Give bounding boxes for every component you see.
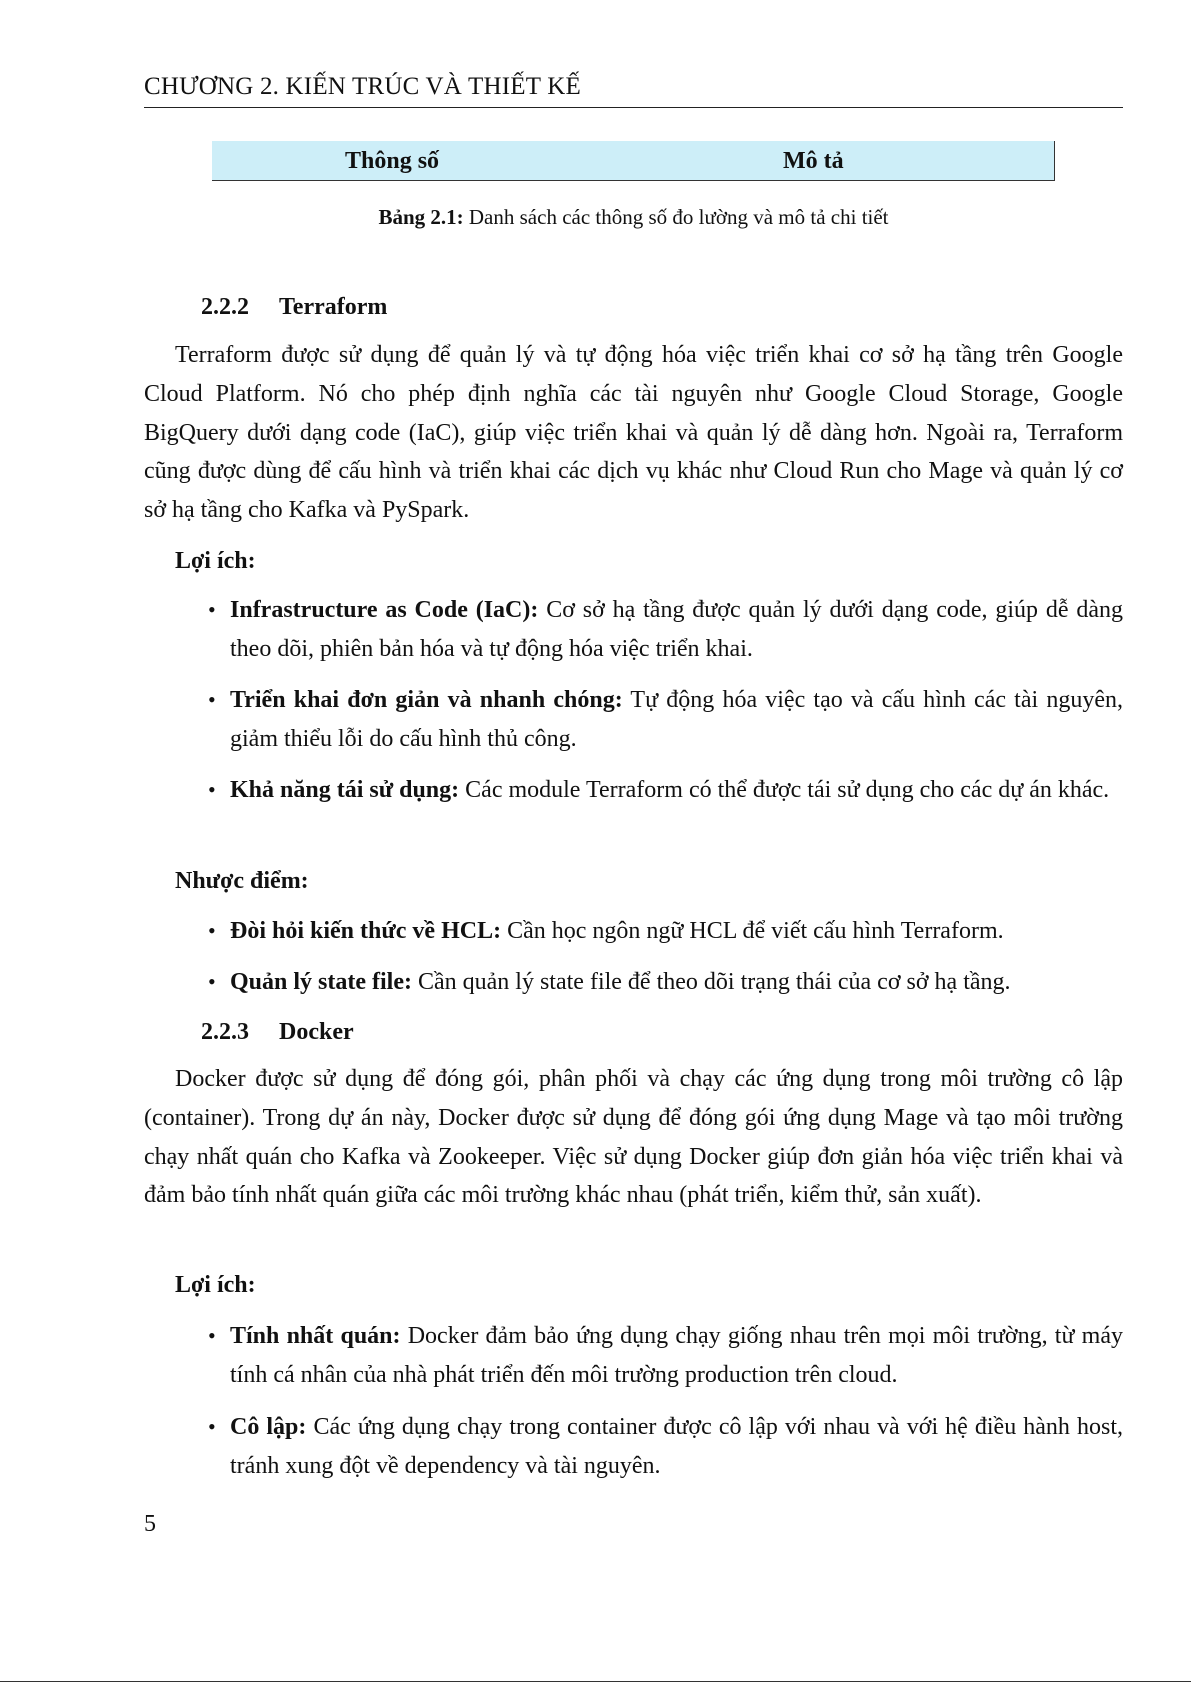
list-item-term: Tính nhất quán:: [230, 1323, 401, 1349]
page-bottom-rule: [0, 1681, 1191, 1682]
caption-text: Danh sách các thông số đo lường và mô tả chi tiết: [463, 205, 889, 229]
docker-intro-paragraph: [144, 1060, 1123, 1215]
list-item-term: Đòi hỏi kiến thức về HCL:: [230, 918, 502, 944]
subsection-heading-terraform: [201, 290, 387, 324]
list-item: [208, 1317, 1124, 1395]
table-caption: [144, 202, 1123, 232]
list-item-term: Khả năng tái sử dụng:: [230, 777, 460, 803]
list-item-desc: Các module Terraform có thể được tái sử dụng cho các dự án khác.: [459, 777, 1110, 803]
list-item: [208, 912, 1123, 951]
bullet-icon: •: [208, 1323, 216, 1348]
caption-label: Bảng 2.1:: [378, 205, 464, 229]
list-item-desc: Docker đảm bảo ứng dụng chạy giống nhau trên mọi môi trường, từ máy tính cá nhân của nhà phát triển đến môi trường production trên cloud.: [230, 1323, 1124, 1388]
header-rule: [144, 107, 1123, 108]
table-header-cell: Thông số: [345, 148, 440, 174]
drawbacks-label: Nhược điểm:: [175, 868, 309, 894]
subsection-title: Docker: [279, 1019, 354, 1045]
paragraph-text: Terraform được sử dụng để quản lý và tự động hóa việc triển khai cơ sở hạ tầng trên Google Cloud Platform. Nó cho phép định nghĩa các tài nguyên như Google Cloud Storage, Google BigQuery dưới dạng code (IaC), giúp việc triển khai và quản lý dễ dàng hơn. Ngoài ra, Terraform cũng được dùng để cấu hình và triển khai các dịch vụ khác như Cloud Run cho Mage và quản lý cơ sở hạ tầng cho Kafka và PySpark.: [144, 342, 1123, 524]
terraform-intro-paragraph: [144, 336, 1123, 530]
paragraph-text: Docker được sử dụng để đóng gói, phân phối và chạy các ứng dụng trong môi trường cô lập (container). Trong dự án này, Docker được sử dụng để đóng gói ứng dụng Mage và tạo môi trường chạy nhất quán cho Kafka và Zookeeper. Việc sử dụng Docker giúp đơn giản hóa việc triển khai và đảm bảo tính nhất quán giữa các môi trường khác nhau (phát triển, kiểm thử, sản xuất).: [144, 1066, 1123, 1209]
subsection-heading-docker: [201, 1015, 354, 1049]
list-item: [208, 771, 1123, 810]
list-item-desc: Các ứng dụng chạy trong container được cô lập với nhau và với hệ điều hành host, tránh xung đột về dependency và tài nguyên.: [230, 1414, 1123, 1479]
list-item-desc: Cơ sở hạ tầng được quản lý dưới dạng code, giúp dễ dàng theo dõi, phiên bản hóa và tự động hóa việc triển khai.: [230, 597, 1123, 662]
subsection-number: 2.2.3: [201, 1019, 249, 1045]
parameters-table-header: [212, 141, 1055, 181]
list-item: [208, 591, 1123, 669]
subsection-number: 2.2.2: [201, 294, 249, 320]
list-item-term: Cô lập:: [230, 1414, 307, 1440]
bullet-icon: •: [208, 969, 216, 994]
list-item-term: Infrastructure as Code (IaC):: [230, 597, 539, 623]
table-header-cell: Mô tả: [783, 148, 844, 174]
subsection-title: Terraform: [279, 294, 388, 320]
bullet-icon: •: [208, 918, 216, 943]
bullet-icon: •: [208, 687, 216, 712]
running-header: CHƯƠNG 2. KIẾN TRÚC VÀ THIẾT KẾ: [144, 73, 581, 100]
benefits-label: Lợi ích:: [175, 1272, 256, 1298]
list-item-desc: Cần học ngôn ngữ HCL để viết cấu hình Terraform.: [501, 918, 1004, 944]
list-item: [208, 963, 1123, 1002]
list-item-term: Quản lý state file:: [230, 969, 412, 995]
bullet-icon: •: [208, 597, 216, 622]
list-item-desc: Cần quản lý state file để theo dõi trạng thái của cơ sở hạ tầng.: [411, 969, 1011, 995]
benefits-label: Lợi ích:: [175, 548, 256, 574]
list-item-desc: Tự động hóa việc tạo và cấu hình các tài nguyên, giảm thiểu lỗi do cấu hình thủ công.: [230, 687, 1124, 752]
page-number: 5: [144, 1511, 156, 1537]
list-item-term: Triển khai đơn giản và nhanh chóng:: [230, 687, 623, 713]
bullet-icon: •: [208, 1414, 216, 1439]
list-item: [208, 1408, 1123, 1486]
bullet-icon: •: [208, 777, 216, 802]
list-item: [208, 681, 1124, 759]
